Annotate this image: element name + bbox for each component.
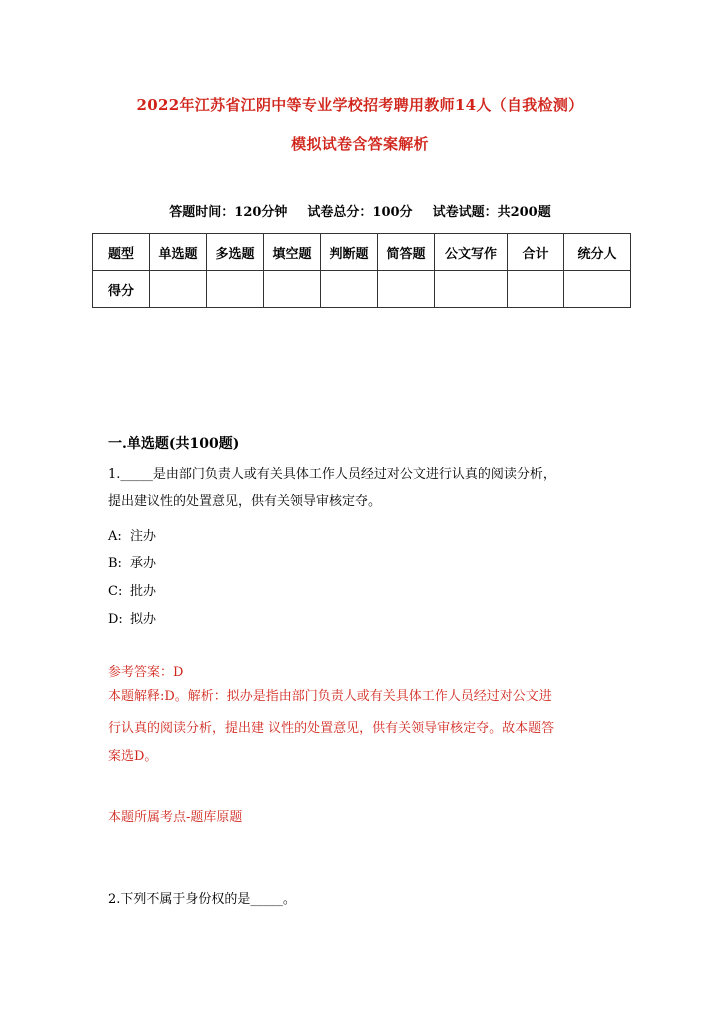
- score-header-cell: 公文写作: [435, 234, 508, 271]
- score-cell[interactable]: [378, 271, 435, 308]
- score-table-header-row: [93, 234, 631, 271]
- question-1-option-c[interactable]: [108, 580, 156, 599]
- score-cell[interactable]: [508, 271, 564, 308]
- exam-question-count: 试卷试题：共200题: [432, 205, 551, 220]
- question-2-stem-line1: 2.下列不属于身份权的是_____。: [108, 892, 296, 907]
- option-text: 拟办: [130, 612, 157, 627]
- score-cell[interactable]: [264, 271, 321, 308]
- question-1-option-a[interactable]: [108, 525, 156, 544]
- score-header-cell: 合计: [508, 234, 564, 271]
- question-1-explanation-line2: 行认真的阅读分析，提出建 议性的处置意见，供有关领导审核定夺。故本题答: [108, 721, 555, 736]
- option-text: 注办: [130, 529, 157, 544]
- score-header-cell: 单选题: [150, 234, 207, 271]
- option-key: B:: [108, 556, 122, 571]
- score-table-score-row: [93, 271, 631, 308]
- score-row-label: 得分: [93, 271, 150, 308]
- exam-meta: [0, 201, 720, 220]
- exam-total-score: 试卷总分：100分: [307, 205, 413, 220]
- option-key: D:: [108, 612, 123, 627]
- question-1-source: 本题所属考点-题库原题: [108, 810, 243, 825]
- score-cell[interactable]: [207, 271, 264, 308]
- score-cell[interactable]: [150, 271, 207, 308]
- option-key: A:: [108, 529, 122, 544]
- score-cell[interactable]: [564, 271, 631, 308]
- question-1-answer: 参考答案：D: [108, 665, 184, 680]
- score-cell[interactable]: [321, 271, 378, 308]
- question-1-stem-line2: 提出建议性的处置意见，供有关领导审核定夺。: [108, 494, 382, 509]
- section-heading: 一.单选题(共100题): [108, 436, 240, 452]
- exam-title-line2: 模拟试卷含答案解析: [291, 135, 429, 153]
- option-text: 承办: [130, 556, 157, 571]
- question-1-option-d[interactable]: [108, 608, 156, 627]
- score-header-cell: 多选题: [207, 234, 264, 271]
- question-1-stem-line1: 1._____是由部门负责人或有关具体工作人员经过对公文进行认真的阅读分析，: [108, 467, 556, 482]
- option-key: C:: [108, 584, 123, 599]
- score-header-cell: 判断题: [321, 234, 378, 271]
- score-table: [92, 233, 631, 308]
- question-1-option-b[interactable]: [108, 552, 156, 571]
- score-header-cell: 填空题: [264, 234, 321, 271]
- exam-title-line1: 2022年江苏省江阴中等专业学校招考聘用教师14人（自我检测）: [136, 96, 584, 114]
- score-header-cell: 简答题: [378, 234, 435, 271]
- score-header-cell: 统分人: [564, 234, 631, 271]
- exam-time: 答题时间：120分钟: [169, 205, 288, 220]
- score-cell[interactable]: [435, 271, 508, 308]
- question-1-explanation-line3: 案选D。: [108, 749, 158, 764]
- question-1-explanation-line1: 本题解释:D。解析：拟办是指由部门负责人或有关具体工作人员经过对公文进: [108, 689, 552, 704]
- option-text: 批办: [130, 584, 157, 599]
- score-header-cell: 题型: [93, 234, 150, 271]
